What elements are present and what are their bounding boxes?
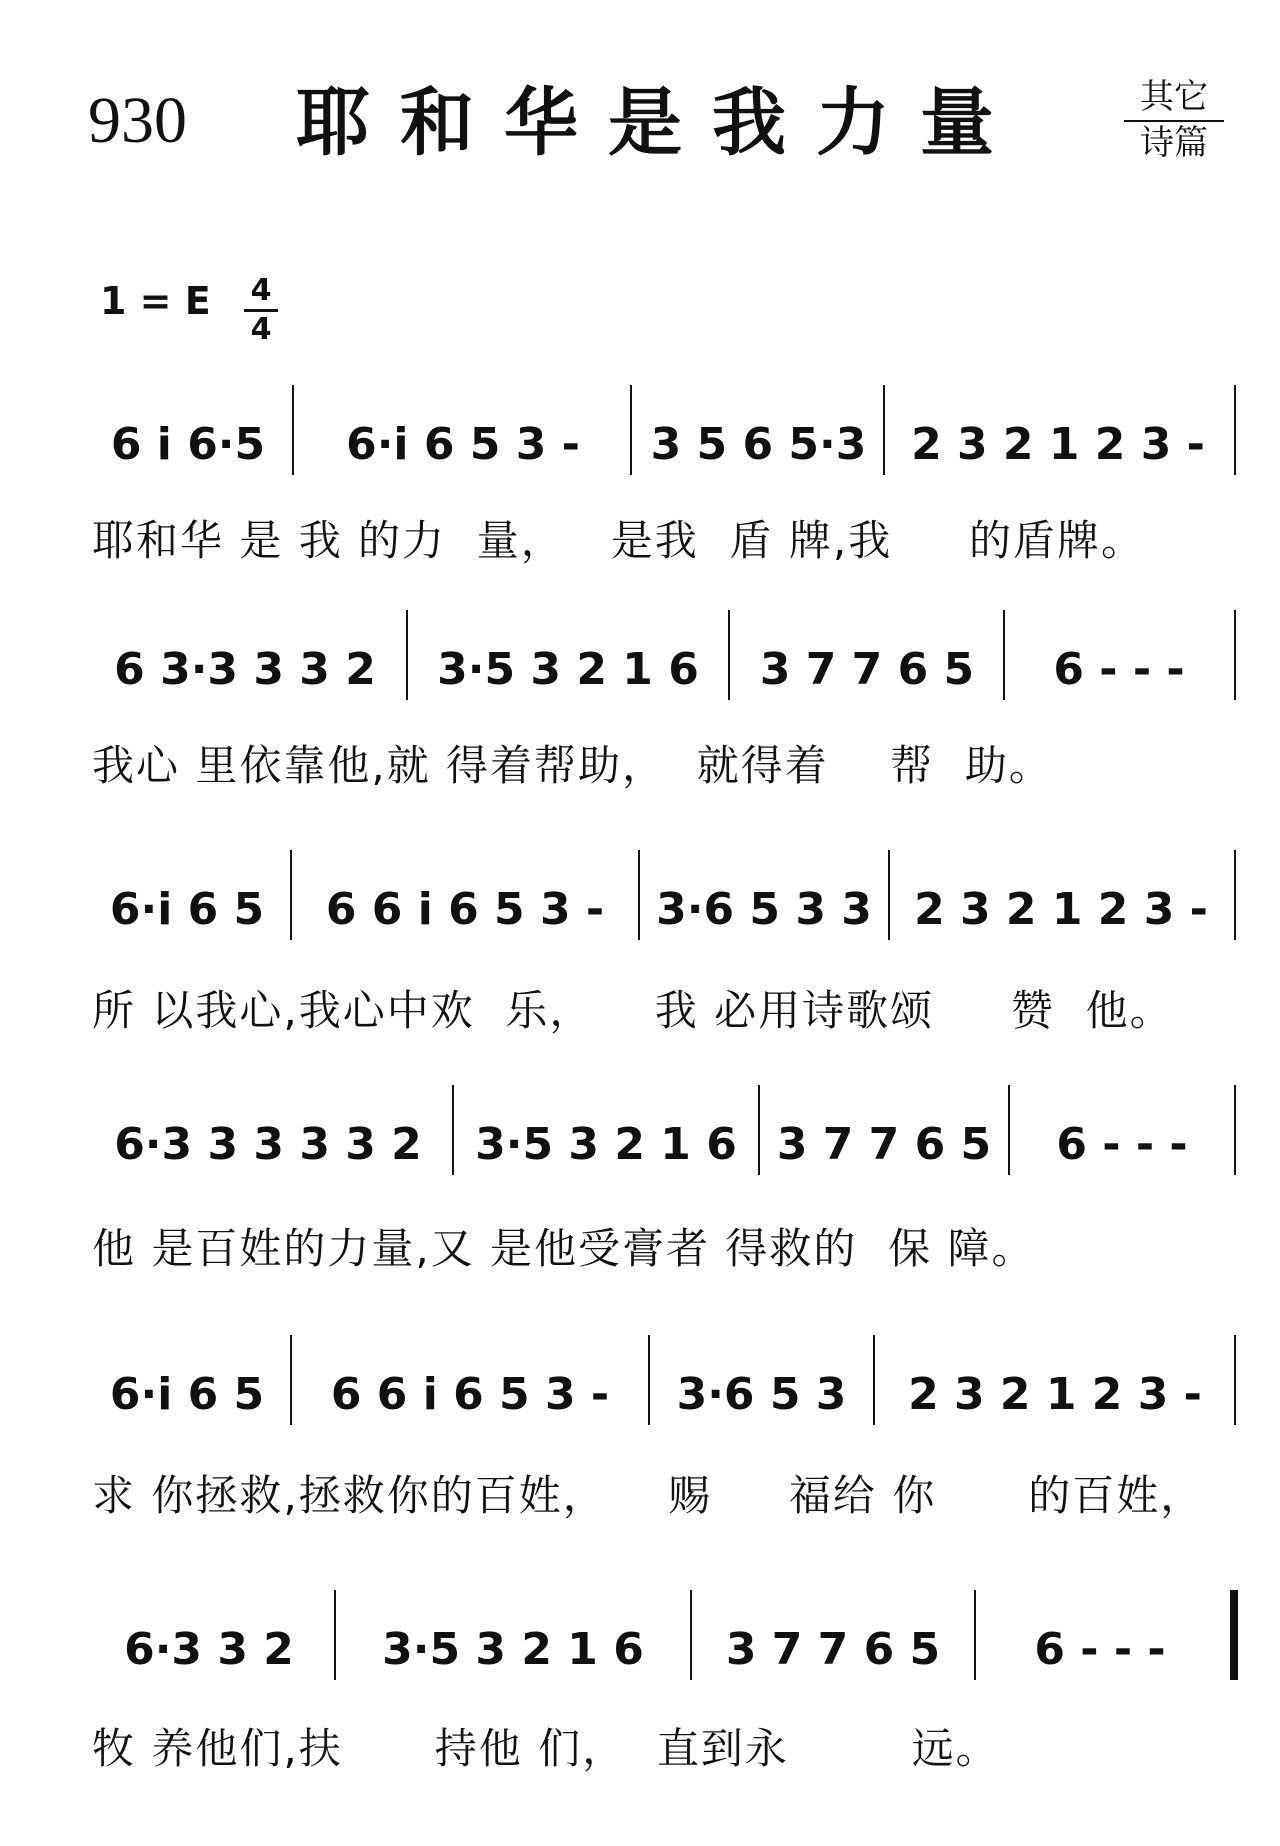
notation-line-6	[88, 1590, 1240, 1680]
measure: 6 - - -	[1053, 643, 1185, 695]
barline	[1234, 1335, 1236, 1425]
measure: 6 - - -	[1056, 1118, 1188, 1170]
barline	[406, 610, 408, 700]
measure: 2 3 2 1 2 3 -	[911, 418, 1205, 470]
meter-bottom: 4	[250, 312, 272, 347]
measure: 2 3 2 1 2 3 -	[908, 1368, 1202, 1420]
lyric-line-6: 牧 养他们,扶 持他 们， 直到永 远。	[92, 1724, 1000, 1773]
measure: 6 3·3 3 3 2	[114, 643, 376, 695]
measure: 6·3 3 3 3 3 2	[114, 1118, 422, 1170]
measure: 3 5 6 5·3	[650, 418, 867, 470]
measure: 6·i 6 5 3 -	[346, 418, 580, 470]
category-bottom: 诗篇	[1140, 122, 1208, 163]
barline	[888, 850, 890, 940]
barline	[728, 610, 730, 700]
key-signature: 1 = E	[100, 279, 211, 323]
lyric-line-3: 所 以我心,我心中欢 乐， 我 必用诗歌颂 赞 他。	[92, 986, 1174, 1035]
measure: 3·6 5 3 3	[656, 883, 872, 935]
meter-top: 4	[244, 276, 278, 312]
measure: 3 7 7 6 5	[776, 1118, 992, 1170]
lyric-line-1: 耶和华 是 我 的力 量， 是我 盾 牌,我 的盾牌。	[92, 516, 1145, 565]
category-top: 其它	[1124, 80, 1224, 122]
measure: 6 - - -	[1034, 1623, 1166, 1675]
hymn-title: 耶和华是我力量	[296, 80, 1024, 166]
barline	[883, 385, 885, 475]
barline	[290, 1335, 292, 1425]
lyric-line-5: 求 你拯救,拯救你的百姓， 赐 福给 你 的百姓，	[92, 1471, 1205, 1520]
notation-line-2	[88, 610, 1240, 700]
barline	[1234, 850, 1236, 940]
barline	[630, 385, 632, 475]
measure: 3 7 7 6 5	[725, 1623, 941, 1675]
barline	[758, 1085, 760, 1175]
barline	[452, 1085, 454, 1175]
notation-line-5	[88, 1335, 1240, 1425]
time-signature	[244, 273, 278, 347]
lyric-line-2: 我心 里依靠他,就 得着帮助， 就得着 帮 助。	[92, 741, 1053, 790]
measure: 6 6 i 6 5 3 -	[330, 1368, 610, 1420]
notation-line-1	[88, 385, 1240, 475]
barline	[1234, 1085, 1236, 1175]
measure: 6 6 i 6 5 3 -	[325, 883, 605, 935]
hymn-number: 930	[88, 84, 187, 157]
measure: 3·5 3 2 1 6	[437, 643, 699, 695]
barline	[290, 850, 292, 940]
measure: 6·i 6 5	[109, 1368, 265, 1420]
barline	[873, 1335, 875, 1425]
barline	[638, 850, 640, 940]
measure: 6·i 6 5	[109, 883, 265, 935]
barline	[1234, 610, 1236, 700]
notation-line-3	[88, 850, 1240, 940]
final-barline	[1230, 1590, 1238, 1680]
measure: 3·5 3 2 1 6	[382, 1623, 644, 1675]
measure: 3·5 3 2 1 6	[475, 1118, 737, 1170]
barline	[1003, 610, 1005, 700]
measure: 6 i 6·5	[110, 418, 266, 470]
measure: 3·6 5 3	[676, 1368, 847, 1420]
notation-line-4	[88, 1085, 1240, 1175]
measure: 6·3 3 2	[124, 1623, 294, 1675]
barline	[648, 1335, 650, 1425]
barline	[334, 1590, 336, 1680]
barline	[292, 385, 294, 475]
barline	[974, 1590, 976, 1680]
lyric-line-4: 他 是百姓的力量,又 是他受膏者 得救的 保 障。	[92, 1224, 1036, 1273]
hymn-category	[1124, 77, 1224, 163]
measure: 3 7 7 6 5	[759, 643, 975, 695]
barline	[1234, 385, 1236, 475]
barline	[690, 1590, 692, 1680]
barline	[1008, 1085, 1010, 1175]
measure: 2 3 2 1 2 3 -	[914, 883, 1208, 935]
